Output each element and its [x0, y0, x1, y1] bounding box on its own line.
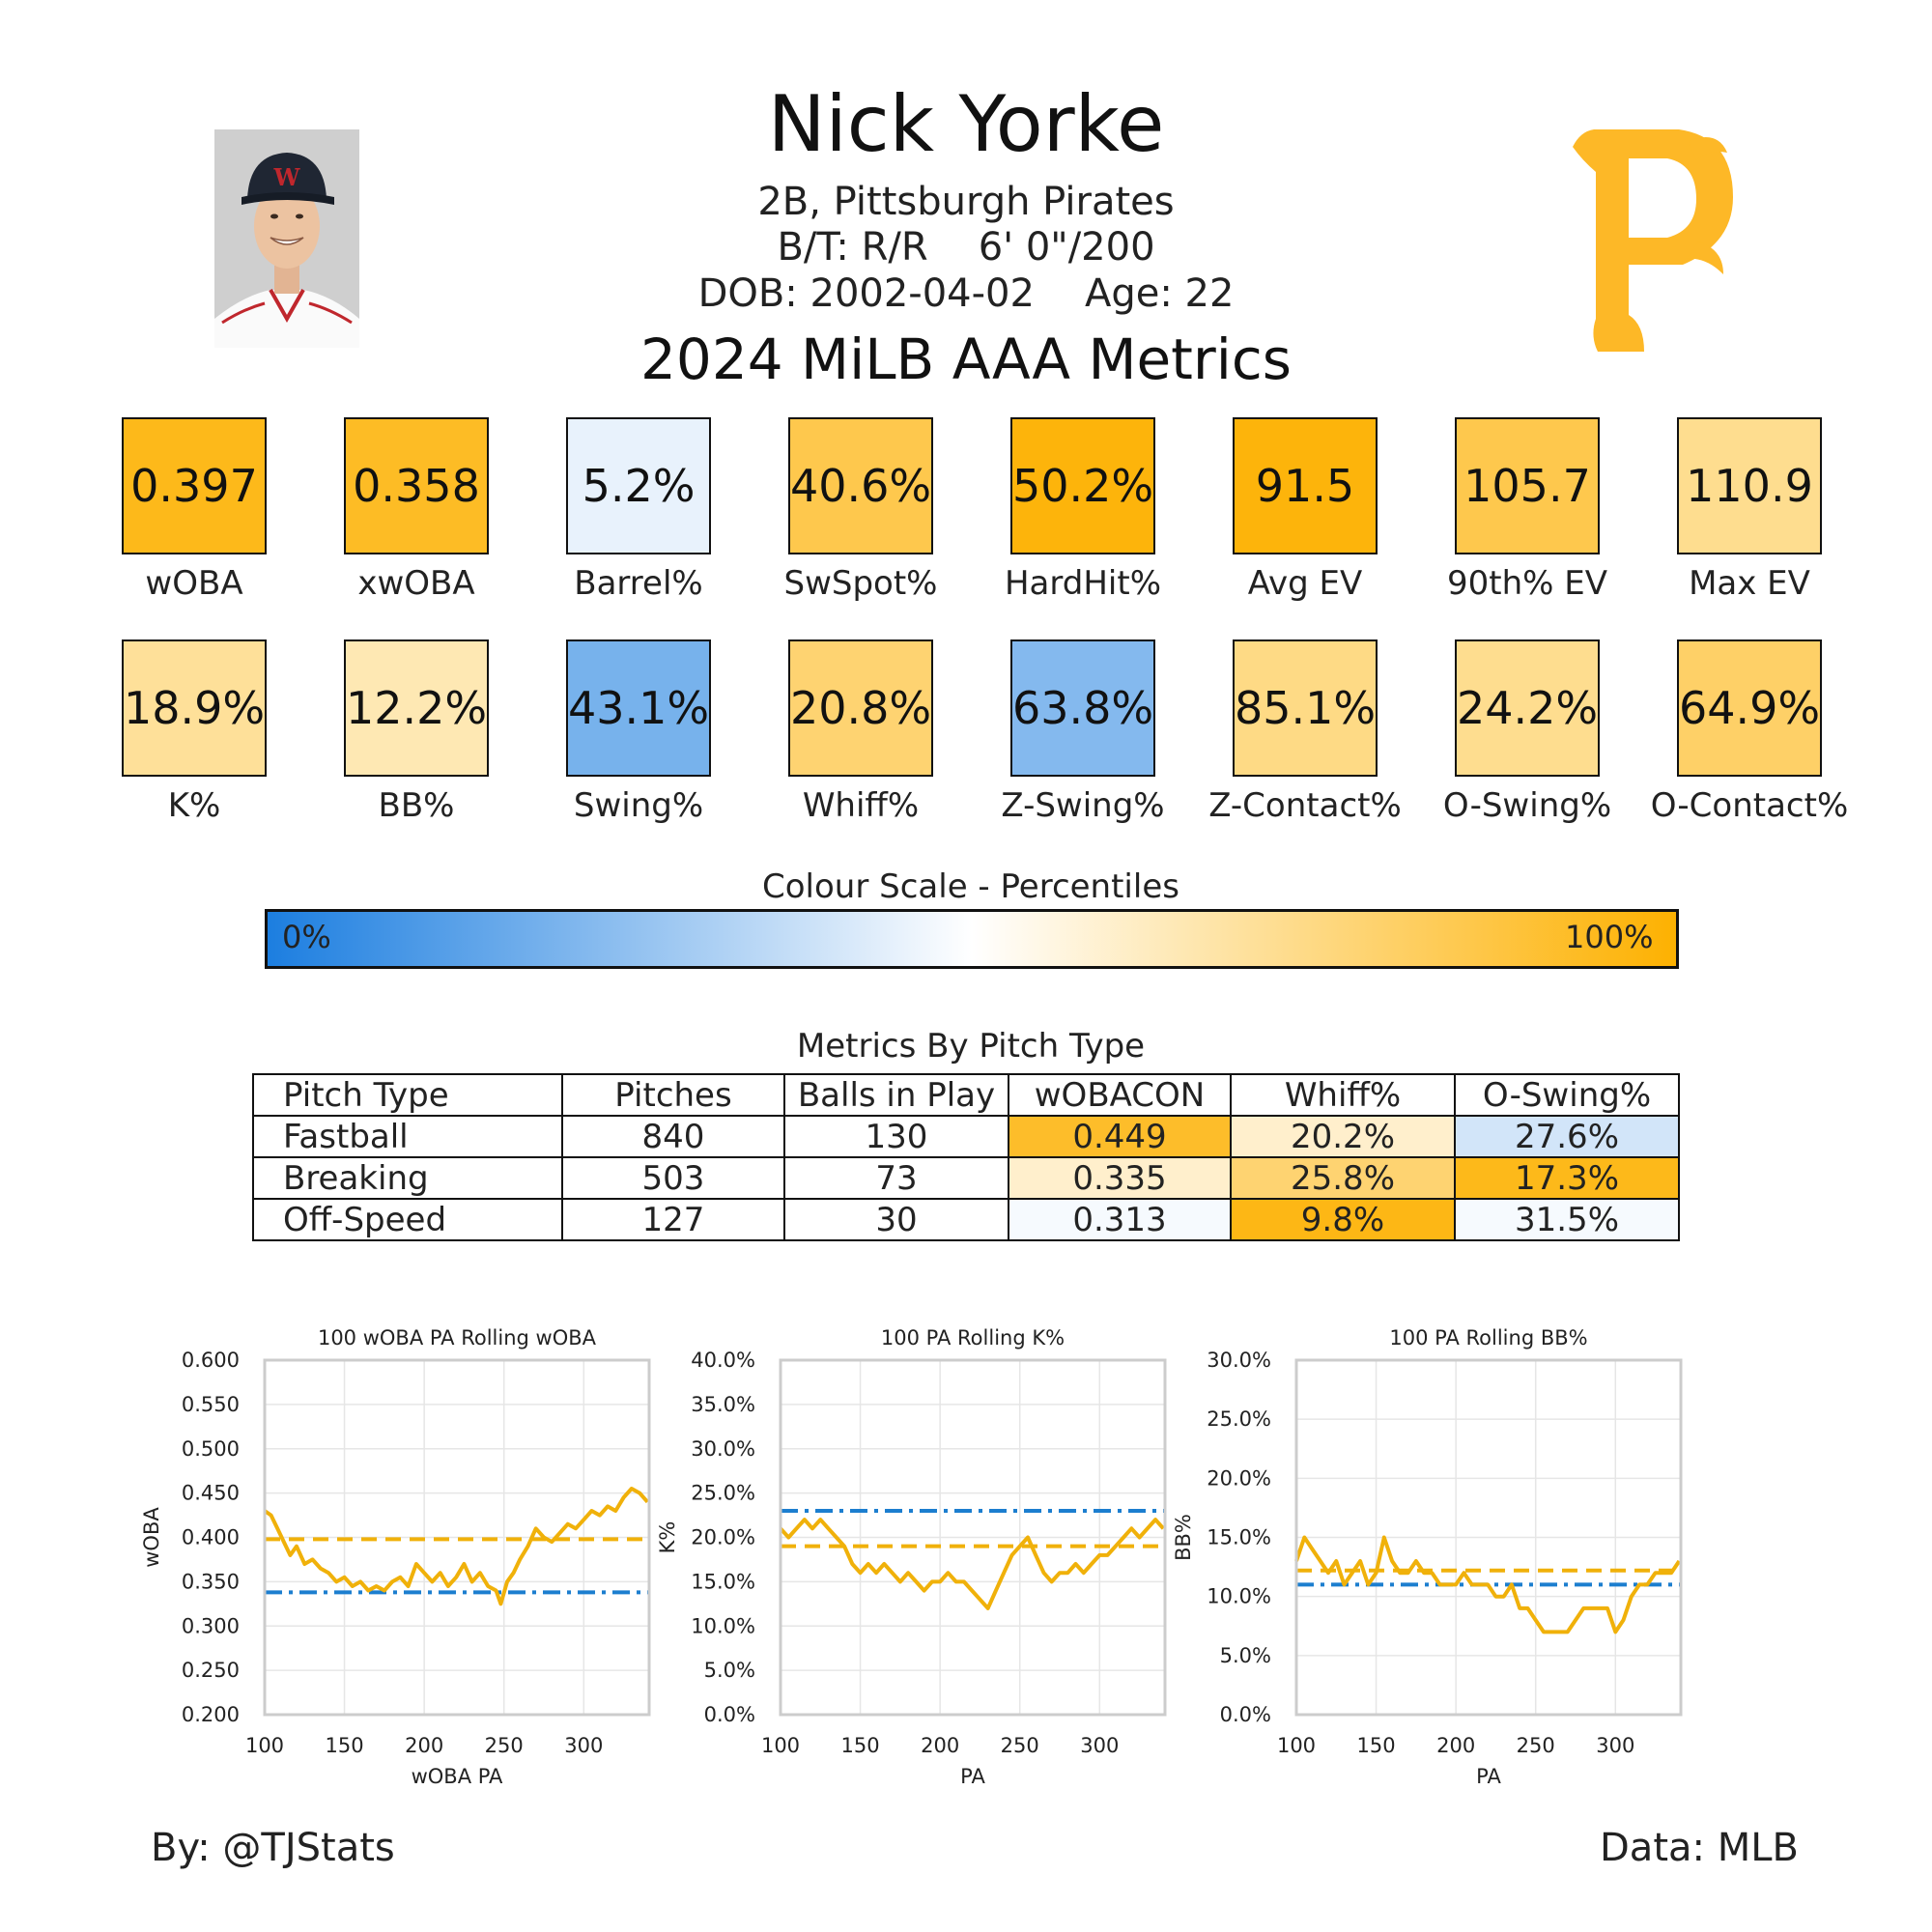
metric-label-avg-ev: Avg EV	[1247, 564, 1363, 603]
player-name: Nick Yorke	[767, 79, 1165, 169]
y-tick-label: 0.200	[181, 1703, 240, 1726]
table-row	[253, 1199, 1679, 1240]
y-tick-label: 30.0%	[1207, 1349, 1271, 1372]
table-cell: Breaking	[253, 1157, 562, 1199]
table-header-cell: O-Swing%	[1455, 1074, 1679, 1116]
table-cell: 0.449	[1009, 1116, 1231, 1157]
x-tick-label: 300	[564, 1734, 604, 1757]
metric-tile-o-swing-pct: 24.2%	[1455, 639, 1600, 777]
metric-tile-xwoba: 0.358	[344, 417, 489, 554]
x-tick-label: 300	[1080, 1734, 1120, 1757]
metric-tile-swing-pct: 43.1%	[566, 639, 711, 777]
table-cell: 17.3%	[1455, 1157, 1679, 1199]
y-tick-label: 5.0%	[703, 1659, 755, 1683]
table-row	[253, 1157, 1679, 1199]
table-cell: 31.5%	[1455, 1199, 1679, 1240]
table-cell: 30	[784, 1199, 1009, 1240]
metric-tile-z-swing-pct: 63.8%	[1010, 639, 1155, 777]
table-cell: 9.8%	[1231, 1199, 1455, 1240]
x-axis-label: PA	[960, 1765, 985, 1788]
metric-label-swspot-pct: SwSpot%	[783, 564, 938, 603]
y-tick-label: 30.0%	[691, 1436, 755, 1461]
table-cell: Fastball	[253, 1116, 562, 1157]
y-tick-label: 10.0%	[1207, 1584, 1271, 1608]
y-tick-label: 0.600	[181, 1349, 240, 1372]
y-tick-label: 0.300	[181, 1614, 240, 1638]
y-tick-label: 0.350	[181, 1570, 240, 1594]
y-tick-label: 10.0%	[691, 1614, 755, 1638]
table-cell: 25.8%	[1231, 1157, 1455, 1199]
x-tick-label: 150	[1356, 1734, 1396, 1757]
y-tick-label: 40.0%	[691, 1349, 755, 1372]
y-tick-label: 0.500	[181, 1436, 240, 1461]
y-tick-label: 0.0%	[1219, 1703, 1271, 1726]
y-tick-label: 25.0%	[691, 1481, 755, 1505]
cap-logo-letter: W	[273, 163, 300, 191]
season-title: 2024 MiLB AAA Metrics	[640, 327, 1292, 392]
y-tick-label: 35.0%	[691, 1392, 755, 1416]
rolling-woba-chart	[140, 1326, 649, 1788]
x-tick-label: 150	[325, 1734, 364, 1757]
metric-tile-bb-pct: 12.2%	[344, 639, 489, 777]
y-tick-label: 0.550	[181, 1392, 240, 1416]
y-tick-label: 0.250	[181, 1659, 240, 1683]
x-tick-label: 200	[405, 1734, 444, 1757]
y-axis-label: BB%	[1172, 1514, 1195, 1561]
table-cell: 0.313	[1009, 1199, 1231, 1240]
colour-scale-min-label: 0%	[282, 919, 331, 955]
colour-scale-bar	[265, 909, 1679, 969]
x-tick-label: 100	[1276, 1734, 1317, 1757]
table-header-cell: Whiff%	[1231, 1074, 1455, 1116]
footer-byline: By: @TJStats	[151, 1826, 395, 1870]
y-axis-label: wOBA	[140, 1507, 163, 1568]
table-cell: 73	[784, 1157, 1009, 1199]
table-row	[253, 1116, 1679, 1157]
y-tick-label: 0.400	[181, 1525, 240, 1549]
table-cell: 130	[784, 1116, 1009, 1157]
y-tick-label: 0.450	[181, 1481, 240, 1505]
metric-tile-whiff-pct: 20.8%	[788, 639, 933, 777]
chart-title: 100 wOBA PA Rolling wOBA	[317, 1326, 597, 1350]
x-axis-label: PA	[1476, 1765, 1501, 1788]
y-tick-label: 5.0%	[1219, 1643, 1271, 1667]
y-tick-label: 0.0%	[703, 1703, 755, 1726]
table-cell: 127	[562, 1199, 784, 1240]
metric-label-hardhit-pct: HardHit%	[1004, 564, 1161, 603]
pitch-type-table	[252, 1073, 1680, 1241]
metric-label-o-swing-pct: O-Swing%	[1442, 786, 1612, 825]
x-tick-label: 200	[1436, 1734, 1476, 1757]
metric-label-o-contact-pct: O-Contact%	[1650, 786, 1849, 825]
metric-label-z-swing-pct: Z-Swing%	[1001, 786, 1165, 825]
y-tick-label: 15.0%	[1207, 1525, 1271, 1549]
rolling-series-line	[265, 1489, 647, 1604]
y-tick-label: 20.0%	[1207, 1466, 1271, 1491]
metric-label-xwoba: xwOBA	[357, 564, 475, 603]
footer-data-source: Data: MLB	[1600, 1826, 1799, 1870]
metric-tile-k-pct: 18.9%	[122, 639, 267, 777]
metric-tile-hardhit-pct: 50.2%	[1010, 417, 1155, 554]
height-weight: 6' 0"/200	[978, 225, 1155, 270]
metric-label-whiff-pct: Whiff%	[802, 786, 920, 825]
metric-label-barrel-pct: Barrel%	[574, 564, 703, 603]
metric-tile-z-contact-pct: 85.1%	[1233, 639, 1378, 777]
metric-tile-swspot-pct: 40.6%	[788, 417, 933, 554]
x-axis-label: wOBA PA	[411, 1765, 503, 1788]
table-header-cell: Balls in Play	[784, 1074, 1009, 1116]
rolling-charts	[0, 1304, 1932, 1806]
y-tick-label: 25.0%	[1207, 1407, 1271, 1432]
table-cell: 840	[562, 1116, 784, 1157]
metric-tile-barrel-pct: 5.2%	[566, 417, 711, 554]
team-logo	[1573, 129, 1737, 352]
x-tick-label: 100	[760, 1734, 801, 1757]
colour-scale-max-label: 100%	[1565, 919, 1654, 955]
colour-scale-title: Colour Scale - Percentiles	[762, 867, 1179, 906]
metric-tile-woba: 0.397	[122, 417, 267, 554]
metric-label-k-pct: K%	[167, 786, 221, 825]
metric-label-swing-pct: Swing%	[573, 786, 704, 825]
table-cell: 0.335	[1009, 1157, 1231, 1199]
table-cell: 27.6%	[1455, 1116, 1679, 1157]
table-cell: 503	[562, 1157, 784, 1199]
x-tick-label: 200	[921, 1734, 960, 1757]
rolling-bb-pct-chart	[1172, 1326, 1681, 1788]
rolling-k-pct-chart	[656, 1326, 1165, 1788]
metric-tile-o-contact-pct: 64.9%	[1677, 639, 1822, 777]
metric-tile-90th-pct-ev: 105.7	[1455, 417, 1600, 554]
metric-tile-max-ev: 110.9	[1677, 417, 1822, 554]
table-header-cell: Pitches	[562, 1074, 784, 1116]
table-header-cell: wOBACON	[1009, 1074, 1231, 1116]
player-age: Age: 22	[1084, 271, 1235, 316]
player-position-team: 2B, Pittsburgh Pirates	[757, 180, 1175, 224]
x-tick-label: 250	[484, 1734, 524, 1757]
x-tick-label: 100	[244, 1734, 285, 1757]
pitch-table-title: Metrics By Pitch Type	[796, 1027, 1146, 1065]
x-tick-label: 300	[1596, 1734, 1635, 1757]
table-header-cell: Pitch Type	[253, 1074, 562, 1116]
y-tick-label: 15.0%	[691, 1570, 755, 1594]
metric-label-woba: wOBA	[145, 564, 243, 603]
date-of-birth: DOB: 2002-04-02	[697, 271, 1035, 316]
metric-label-z-contact-pct: Z-Contact%	[1208, 786, 1402, 825]
x-tick-label: 150	[840, 1734, 880, 1757]
y-tick-label: 20.0%	[691, 1525, 755, 1549]
table-cell: 20.2%	[1231, 1116, 1455, 1157]
rolling-series-line	[781, 1520, 1163, 1608]
y-axis-label: K%	[656, 1520, 679, 1554]
table-cell: Off-Speed	[253, 1199, 562, 1240]
metric-label-bb-pct: BB%	[378, 786, 455, 825]
x-tick-label: 250	[1000, 1734, 1039, 1757]
metric-tile-avg-ev: 91.5	[1233, 417, 1378, 554]
chart-title: 100 PA Rolling BB%	[1389, 1326, 1588, 1350]
chart-title: 100 PA Rolling K%	[880, 1326, 1065, 1350]
x-tick-label: 250	[1516, 1734, 1555, 1757]
metric-label-max-ev: Max EV	[1689, 564, 1810, 603]
metric-label-90th-pct-ev: 90th% EV	[1447, 564, 1607, 603]
bats-throws: B/T: R/R	[777, 225, 928, 270]
table-header-row	[253, 1074, 1679, 1116]
